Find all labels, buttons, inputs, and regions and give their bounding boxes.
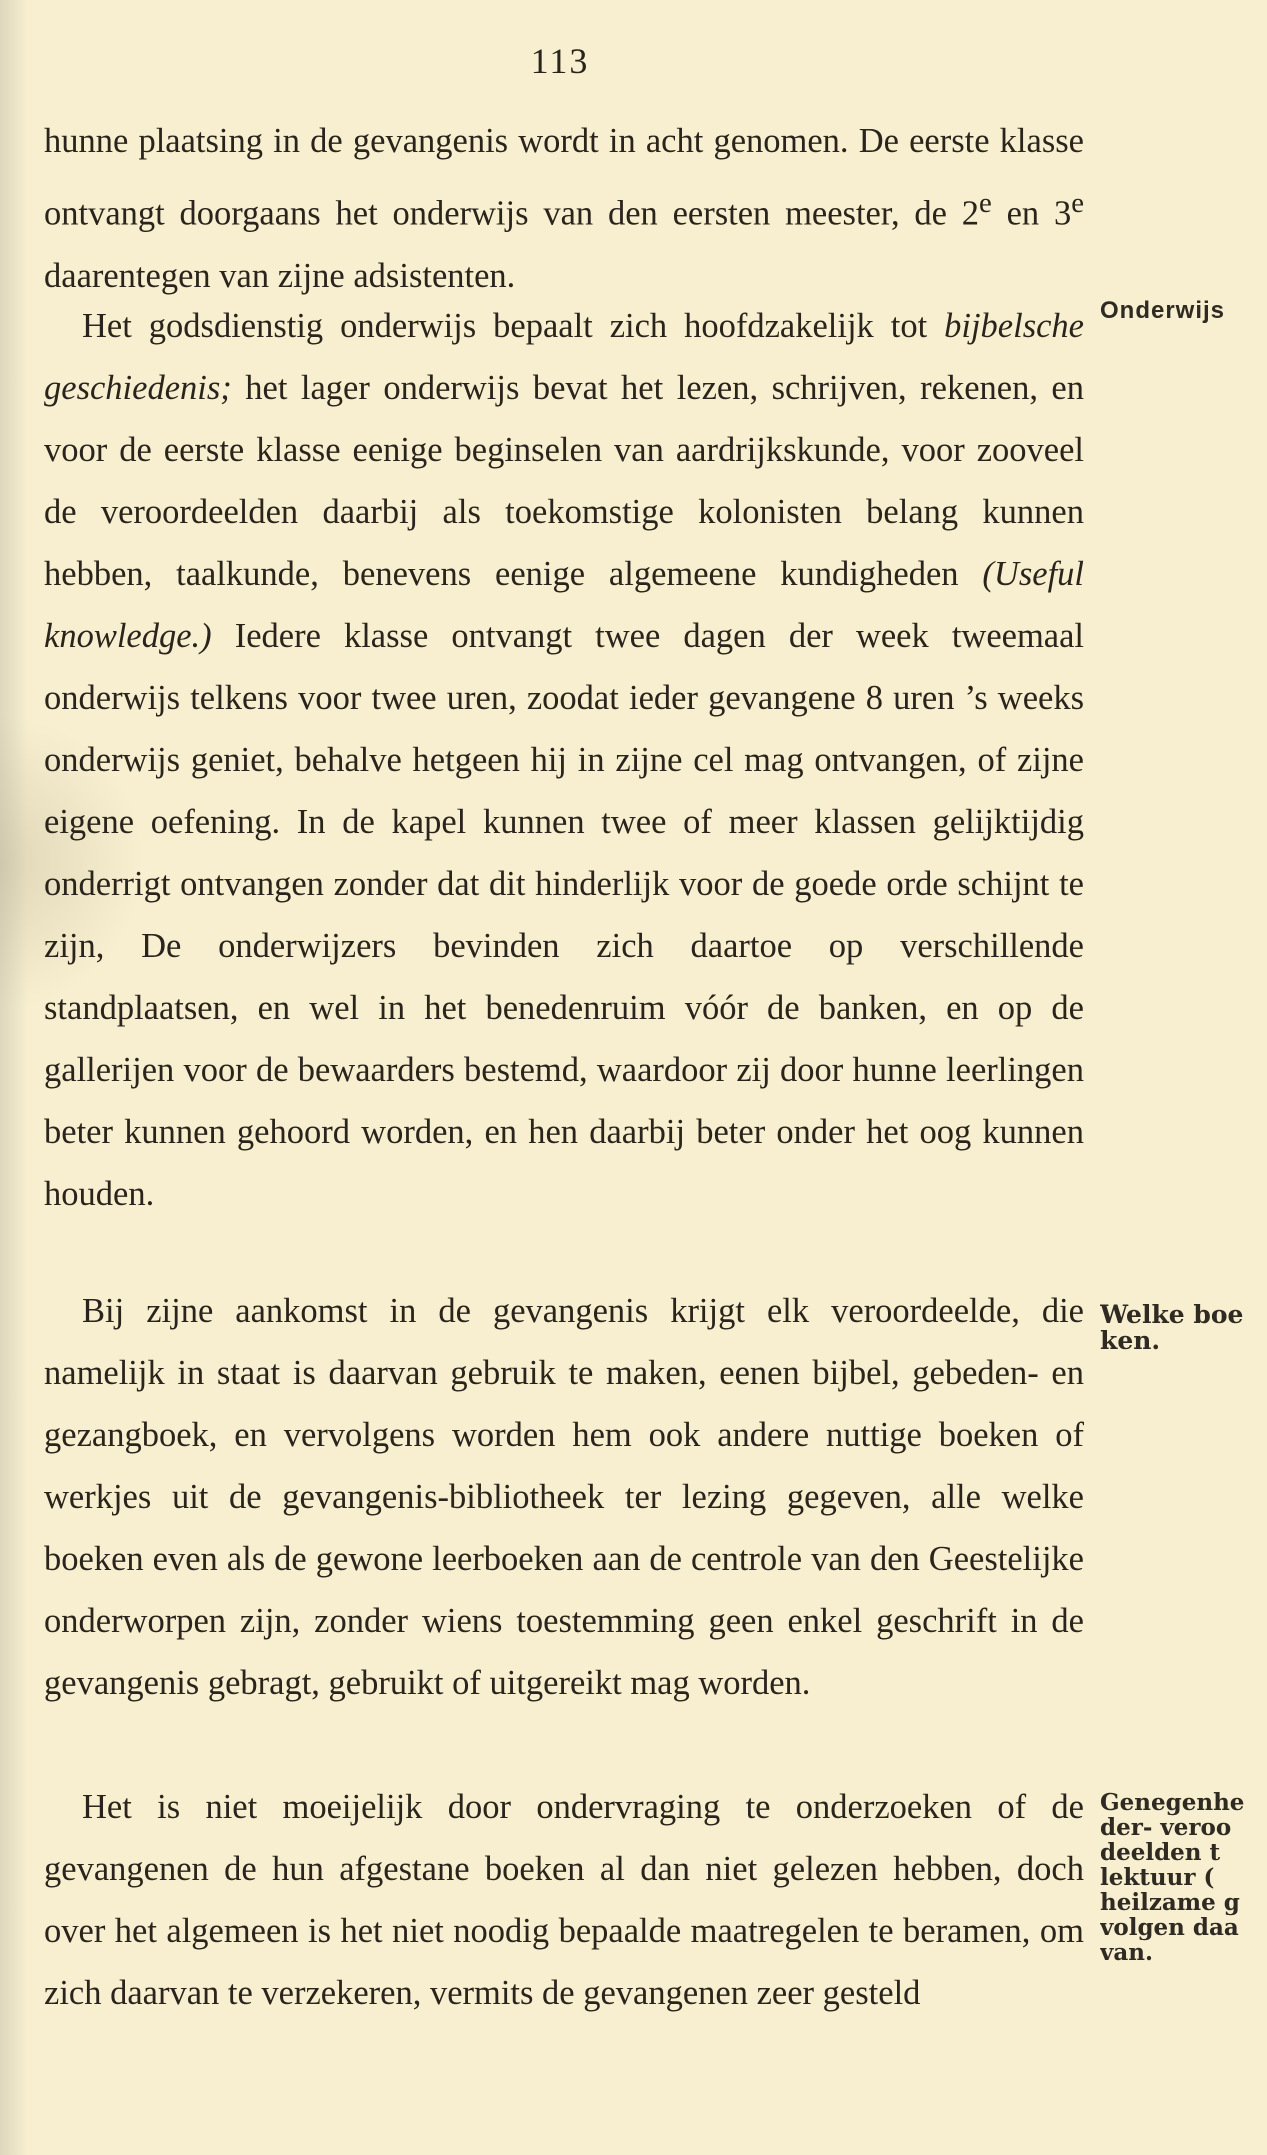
margin-note-line: ken.: [1100, 1326, 1161, 1354]
margin-note-line: Welke boe: [1100, 1302, 1244, 1329]
page-number: 113: [530, 41, 590, 81]
margin-note-line: Genegenhe: [1100, 1790, 1245, 1816]
paragraph-2: Het godsdienstig onderwijs bepaalt zich hoofdzakelijk tot bijbelsche geschiedenis; het lager onderwijs bevat het lezen, schrijven, rekenen, en voor de eerste klasse eenige beginselen van aardrijkskunde, voor zooveel de veroordeelden daarbij als toekomstige kolonisten belang kunnen hebben, taalkunde, benevens eenige algemeene kundigheden (Useful knowledge.) Iedere klasse ontvangt twee dagen der week tweemaal onderwijs telkens voor twee uren, zoodat ieder gevangene 8 uren ’s weeks onderwijs geniet, behalve hetgeen hij in zijne cel mag ontvangen, of zijne eigene oefening. In de kapel kunnen twee of meer klassen gelijktijdig onderrigt ontvangen zonder dat dit hinderlijk voor de goede orde schijnt te zijn, De onderwijzers bevinden zich daartoe op verschillende standplaatsen, en wel in het benedenruim vóór de banken, en op de gallerijen voor de bewaarders bestemd, waardoor zij door hunne leerlingen beter kunnen gehoord worden, en hen daarbij beter onder het oog kunnen houden.: [44, 307, 1084, 1213]
margin-note-line: heilzame g: [1100, 1889, 1240, 1916]
paragraph-4: Het is niet moeijelijk door ondervraging te onderzoeken of de gevangenen de hun afgestane boeken al dan niet gelezen hebben, doch over het algemeen is het niet noodig bepaalde maatregelen te beramen, om zich daarvan te verzekeren, vermits de gevangenen zeer gesteld: [44, 1788, 1084, 2012]
paragraph-1: hunne plaatsing in de gevangenis wordt in acht genomen. De eerste klasse ontvangt doorgaans het onderwijs van den eersten meester, de 2e en 3e daarentegen van zijne adsistenten.: [44, 122, 1084, 295]
margin-note-line: Onderwijs: [1100, 298, 1226, 324]
margin-note-genegenheid: [1100, 1790, 1267, 1965]
margin-note-line: der- veroo: [1100, 1814, 1232, 1841]
margin-note-onderwijs: [1100, 298, 1267, 324]
margin-note-line: van.: [1100, 1939, 1153, 1965]
margin-note-line: deelden t: [1100, 1839, 1221, 1866]
paragraph-3: Bij zijne aankomst in de gevangenis krijgt elk veroordeelde, die namelijk in staat is daarvan gebruik te maken, eenen bijbel, gebeden- en gezangboek, en vervolgens worden hem ook andere nuttige boeken of werkjes uit de gevangenis-bibliotheek ter lezing gegeven, alle welke boeken even als de gewone leerboeken aan de centrole van den Geestelijke onderworpen zijn, zonder wiens toestemming geen enkel geschrift in de gevangenis gebragt, gebruikt of uitgereikt mag worden.: [44, 1292, 1084, 1702]
margin-note-line: lektuur (: [1100, 1864, 1215, 1891]
margin-note-line: volgen daa: [1100, 1914, 1239, 1941]
margin-note-welke-boeken: [1100, 1302, 1267, 1354]
